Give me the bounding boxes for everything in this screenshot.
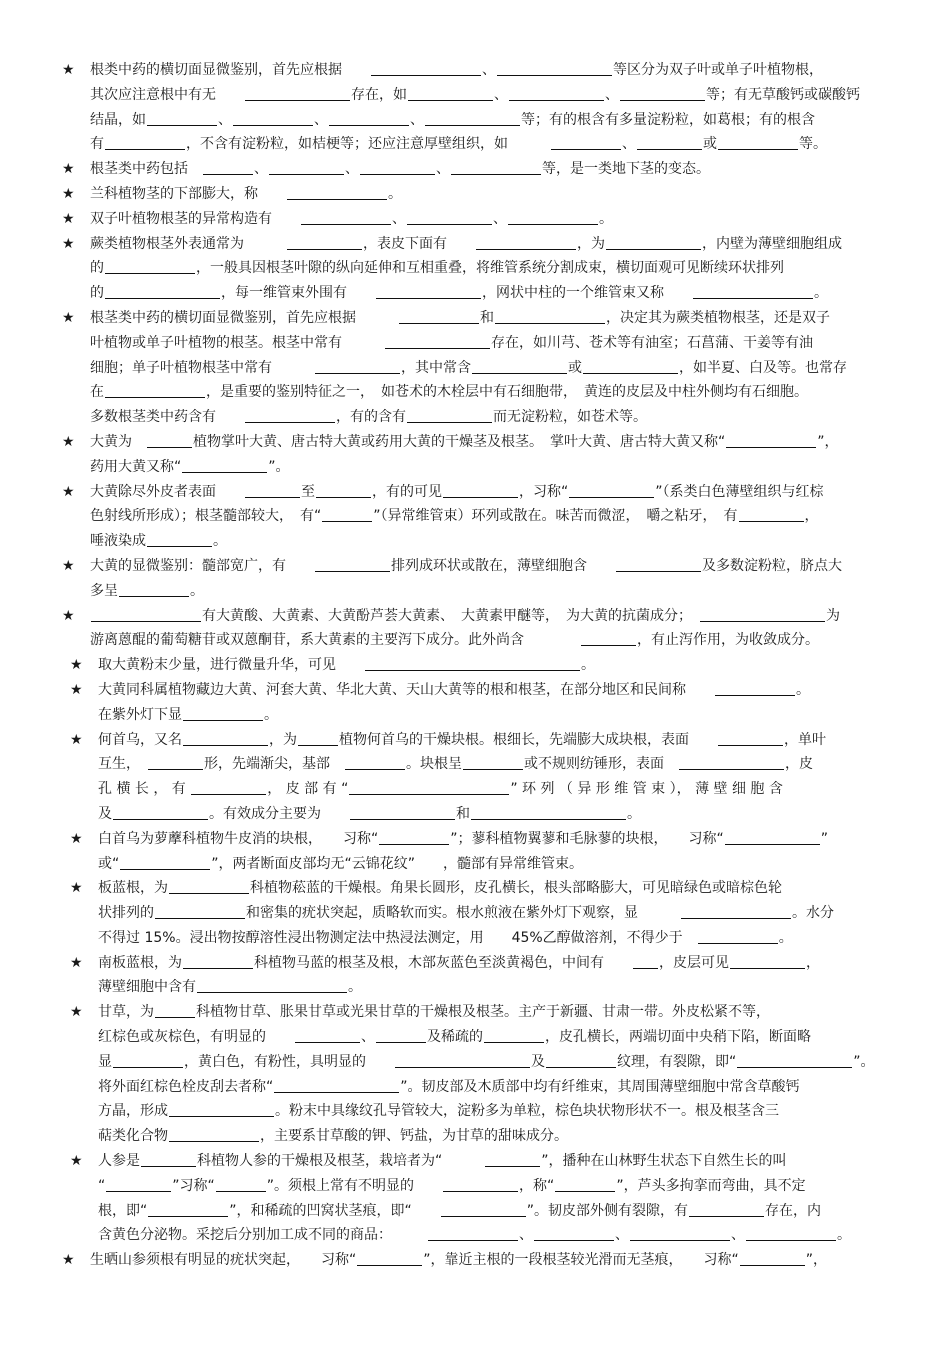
star-bullet-icon: ★ bbox=[62, 235, 75, 252]
answer-blank[interactable] bbox=[203, 159, 253, 175]
question-line: 孔 横 长 ， 有 ， 皮 部 有 “ ” 环 列 （ 异 形 维 管 束 ）， 薄 壁 细 胞 含 bbox=[98, 781, 783, 798]
answer-blank[interactable] bbox=[399, 308, 479, 324]
question-line: 互生， 形，先端渐尖，基部 。块根呈 或不规则纺锤形，表面 ，皮 bbox=[98, 756, 813, 773]
star-bullet-icon: ★ bbox=[62, 210, 75, 227]
answer-blank[interactable] bbox=[509, 85, 604, 101]
answer-blank[interactable] bbox=[105, 258, 195, 274]
question-line: 细胞；单子叶植物根茎中常有 ，其中常含 或 ，如半夏、白及等。也常存 bbox=[90, 359, 847, 376]
star-bullet-icon: ★ bbox=[62, 1252, 75, 1269]
answer-blank[interactable] bbox=[183, 730, 268, 746]
question-item bbox=[62, 604, 894, 654]
question-line: 显 ，黄白色，有粉性，具明显的 及 纹理，有裂隙，即“ ”。 bbox=[98, 1053, 875, 1070]
answer-blank[interactable] bbox=[637, 134, 702, 150]
star-bullet-icon: ★ bbox=[62, 483, 75, 500]
answer-blank[interactable] bbox=[534, 1225, 614, 1241]
star-bullet-icon: ★ bbox=[70, 880, 83, 897]
question-line: 其次应注意根中有无 存在，如 、 、 等；有无草酸钙或碳酸钙 bbox=[90, 86, 860, 103]
question-line: 大黄的显微鉴别：髓部宽广，有 排列成环状或散在，薄壁细胞含 及多数淀粉粒，脐点大 bbox=[90, 557, 842, 574]
answer-blank[interactable] bbox=[274, 1077, 399, 1093]
answer-blank[interactable] bbox=[105, 134, 185, 150]
star-bullet-icon: ★ bbox=[70, 731, 83, 748]
answer-blank[interactable] bbox=[216, 1176, 266, 1192]
answer-blank[interactable] bbox=[349, 779, 509, 795]
answer-blank[interactable] bbox=[315, 556, 390, 572]
answer-blank[interactable] bbox=[715, 680, 795, 696]
answer-blank[interactable] bbox=[451, 159, 541, 175]
question-line: 根茎类中药的横切面显微鉴别，首先应根据 和 ，决定其为蕨类植物根茎，还是双子 bbox=[90, 309, 830, 326]
question-item bbox=[70, 951, 894, 1001]
question-line: 兰科植物茎的下部膨大，称 。 bbox=[90, 185, 402, 202]
answer-blank[interactable] bbox=[700, 606, 825, 622]
answer-blank[interactable] bbox=[583, 358, 678, 374]
question-line: 根，即“ ”，和稀疏的凹窝状茎痕，即“ ”。韧皮部外侧有裂隙，有 存在，内 bbox=[98, 1202, 822, 1219]
answer-blank[interactable] bbox=[407, 407, 492, 423]
question-line: 根类中药的横切面显微鉴别，首先应根据 、 等区分为双子叶或单子叶植物根， bbox=[90, 62, 823, 78]
answer-blank[interactable] bbox=[408, 85, 493, 101]
question-item bbox=[70, 876, 894, 950]
question-item bbox=[62, 182, 894, 207]
answer-blank[interactable] bbox=[169, 1101, 274, 1117]
question-line: 及 。有效成分主要为 和 。 bbox=[98, 805, 641, 822]
answer-blank[interactable] bbox=[197, 977, 347, 993]
answer-blank[interactable] bbox=[183, 705, 263, 721]
answer-blank[interactable] bbox=[169, 878, 249, 894]
answer-blank[interactable] bbox=[155, 1002, 195, 1018]
question-item bbox=[62, 58, 894, 157]
answer-blank[interactable] bbox=[295, 1027, 360, 1043]
answer-blank[interactable] bbox=[630, 1225, 730, 1241]
question-line: 含黄色分泌物。采挖后分别加工成不同的商品： 、 、 、 。 bbox=[98, 1227, 851, 1244]
answer-blank[interactable] bbox=[693, 283, 813, 299]
question-line: 或“ ”，两者断面皮部均无“云锦花纹” ，髓部有异常维管束。 bbox=[98, 855, 584, 872]
question-line: 白首乌为萝藦科植物牛皮消的块根， 习称“ ”；蓼科植物翼蓼和毛脉蓼的块根， 习称“ ” bbox=[98, 830, 829, 847]
answer-blank[interactable] bbox=[471, 804, 626, 820]
answer-blank[interactable] bbox=[739, 506, 804, 522]
question-line: 红棕色或灰棕色，有明显的 、 及稀疏的 ，皮孔横长，两端切面中央稍下陷，断面略 bbox=[98, 1029, 811, 1046]
answer-blank[interactable] bbox=[169, 1126, 259, 1142]
answer-blank[interactable] bbox=[633, 953, 658, 969]
question-line: 药用大黄又称“ ”。 bbox=[90, 458, 290, 475]
answer-blank[interactable] bbox=[113, 1052, 183, 1068]
answer-blank[interactable] bbox=[183, 953, 253, 969]
star-bullet-icon: ★ bbox=[62, 433, 75, 450]
answer-blank[interactable] bbox=[376, 283, 481, 299]
question-line: 的 ，每一维管束外围有 ，网状中柱的一个维管束又称 。 bbox=[90, 285, 828, 302]
answer-blank[interactable] bbox=[569, 482, 654, 498]
answer-blank[interactable] bbox=[740, 1250, 805, 1266]
answer-blank[interactable] bbox=[443, 1176, 518, 1192]
answer-blank[interactable] bbox=[679, 754, 784, 770]
question-line: 大黄为 植物掌叶大黄、唐古特大黄或药用大黄的干燥茎及根茎。 掌叶大黄、唐古特大黄又称“ ”， bbox=[90, 433, 839, 450]
star-bullet-icon: ★ bbox=[62, 309, 75, 326]
answer-blank[interactable] bbox=[350, 804, 455, 820]
answer-blank[interactable] bbox=[245, 482, 300, 498]
star-bullet-icon: ★ bbox=[70, 1004, 83, 1021]
question-line: 甘草，为 科植物甘草、胀果甘草或光果甘草的干燥根及根茎。主产于新疆、甘肃一带。外皮松紧不等， bbox=[98, 1004, 770, 1021]
answer-blank[interactable] bbox=[287, 184, 387, 200]
answer-blank[interactable] bbox=[495, 308, 605, 324]
answer-blank[interactable] bbox=[497, 60, 612, 76]
answer-blank[interactable] bbox=[191, 779, 266, 795]
question-item bbox=[70, 1000, 894, 1149]
answer-blank[interactable] bbox=[730, 953, 805, 969]
question-item bbox=[70, 678, 894, 728]
answer-blank[interactable] bbox=[555, 1176, 615, 1192]
answer-blank[interactable] bbox=[148, 754, 203, 770]
question-line: 双子叶植物根茎的异常构造有 、 、 。 bbox=[90, 210, 613, 227]
answer-blank[interactable] bbox=[141, 1151, 196, 1167]
answer-blank[interactable] bbox=[105, 382, 205, 398]
answer-blank[interactable] bbox=[298, 730, 338, 746]
question-line: 南板蓝根，为 科植物马蓝的根茎及根，木部灰蓝色至淡黄褐色，中间有 ，皮层可见 ， bbox=[98, 954, 820, 971]
star-bullet-icon: ★ bbox=[70, 681, 83, 698]
question-item bbox=[70, 728, 894, 827]
answer-blank[interactable] bbox=[316, 482, 371, 498]
question-item bbox=[62, 232, 894, 306]
question-line: 方晶，形成 。粉末中具缘纹孔导管较大，淀粉多为单粒，棕色块状物形状不一。根及根茎含三 bbox=[98, 1103, 779, 1120]
answer-blank[interactable] bbox=[345, 754, 405, 770]
answer-blank[interactable] bbox=[441, 1201, 526, 1217]
answer-blank[interactable] bbox=[357, 1250, 422, 1266]
answer-blank[interactable] bbox=[245, 85, 350, 101]
answer-blank[interactable] bbox=[606, 234, 701, 250]
question-line: 状排列的 和密集的疣状突起，质略软而实。根水煎液在紫外灯下观察，显 。水分 bbox=[98, 905, 834, 922]
question-line: 结晶，如 、 、 、 等；有的根含有多量淀粉粒，如葛根；有的根含 bbox=[90, 111, 815, 128]
answer-blank[interactable] bbox=[484, 1027, 544, 1043]
star-bullet-icon: ★ bbox=[70, 1153, 83, 1170]
question-line: 人参是 科植物人参的干燥根及根茎，栽培者为“ ”，播种在山林野生状态下自然生长的叫 bbox=[98, 1153, 787, 1170]
answer-blank[interactable] bbox=[698, 928, 778, 944]
question-line: 色射线所形成）；根茎髓部较大， 有“ ”（异常维管束）环列或散在。味苦而微涩， 嚼之粘牙， 有 ， bbox=[90, 508, 819, 525]
star-bullet-icon: ★ bbox=[70, 657, 83, 674]
answer-blank[interactable] bbox=[689, 1201, 764, 1217]
answer-blank[interactable] bbox=[322, 506, 372, 522]
answer-blank[interactable] bbox=[269, 159, 344, 175]
answer-blank[interactable] bbox=[746, 1225, 836, 1241]
question-item bbox=[70, 1149, 894, 1248]
answer-blank[interactable] bbox=[105, 283, 220, 299]
star-bullet-icon: ★ bbox=[62, 185, 75, 202]
question-item bbox=[62, 207, 894, 232]
answer-blank[interactable] bbox=[485, 1151, 540, 1167]
answer-blank[interactable] bbox=[113, 804, 208, 820]
question-line: 取大黄粉末少量，进行微量升华，可见 。 bbox=[98, 657, 595, 674]
answer-blank[interactable] bbox=[546, 1052, 616, 1068]
answer-blank[interactable] bbox=[443, 482, 518, 498]
answer-blank[interactable] bbox=[718, 730, 783, 746]
answer-blank[interactable] bbox=[147, 531, 212, 547]
star-bullet-icon: ★ bbox=[62, 607, 75, 624]
star-bullet-icon: ★ bbox=[62, 557, 75, 574]
question-line: 生晒山参须根有明显的疣状突起， 习称“ ”，靠近主根的一段根茎较光滑而无茎痕， 习称“ ”， bbox=[90, 1252, 828, 1269]
question-item bbox=[62, 554, 894, 604]
question-line: 根茎类中药包括 、 、 、 等，是一类地下茎的变态。 bbox=[90, 161, 710, 178]
question-line: 大黄同科属植物藏边大黄、河套大黄、华北大黄、天山大黄等的根和根茎，在部分地区和民间称 。 bbox=[98, 681, 810, 698]
answer-blank[interactable] bbox=[147, 432, 192, 448]
answer-blank[interactable] bbox=[155, 903, 245, 919]
question-line: 蕨类植物根茎外表通常为 ，表皮下面有 ，为 ，内壁为薄壁细胞组成 bbox=[90, 235, 842, 252]
question-item bbox=[62, 306, 894, 430]
star-bullet-icon: ★ bbox=[62, 161, 75, 178]
question-item bbox=[62, 430, 894, 480]
answer-blank[interactable] bbox=[119, 581, 189, 597]
question-line: 在 ，是重要的鉴别特征之一， 如苍术的木栓层中有石细胞带， 黄连的皮层及中柱外侧均有石细胞。 bbox=[90, 384, 808, 401]
answer-blank[interactable] bbox=[581, 630, 636, 646]
answer-blank[interactable] bbox=[616, 556, 701, 572]
answer-blank[interactable] bbox=[508, 209, 598, 225]
answer-blank[interactable] bbox=[245, 407, 335, 423]
answer-blank[interactable] bbox=[737, 1052, 852, 1068]
answer-blank[interactable] bbox=[407, 209, 492, 225]
question-line: 大黄除尽外皮者表面 至 ，有的可见 ，习称“ ”（系类白色薄壁组织与红棕 bbox=[90, 483, 824, 500]
question-line: 萜类化合物 ，主要系甘草酸的钾、钙盐，为甘草的甜味成分。 bbox=[98, 1128, 568, 1145]
question-line: 有 ，不含有淀粉粒，如桔梗等；还应注意厚壁组织，如 、 或 等。 bbox=[90, 136, 827, 153]
question-line: 有大黄酸、大黄素、大黄酚芦荟大黄素、 大黄素甲醚等， 为大黄的抗菌成分； 为 bbox=[90, 604, 894, 629]
answer-blank[interactable] bbox=[472, 358, 567, 374]
answer-blank[interactable] bbox=[91, 606, 201, 622]
answer-blank[interactable] bbox=[147, 110, 217, 126]
answer-blank[interactable] bbox=[463, 754, 523, 770]
answer-blank[interactable] bbox=[106, 1176, 171, 1192]
answer-blank[interactable] bbox=[120, 854, 210, 870]
question-line: 薄壁细胞中含有 。 bbox=[98, 979, 362, 996]
star-bullet-icon: ★ bbox=[62, 62, 75, 78]
question-line: 唾液染成 。 bbox=[90, 533, 227, 550]
question-line: 多呈 。 bbox=[90, 582, 204, 599]
question-line: 不得过 15%。浸出物按醇溶性浸出物测定法中热浸法测定，用 45%乙醇做溶剂，不得少于 。 bbox=[98, 929, 793, 946]
answer-blank[interactable] bbox=[315, 358, 400, 374]
answer-blank[interactable] bbox=[681, 903, 791, 919]
answer-blank[interactable] bbox=[233, 110, 313, 126]
question-item bbox=[70, 653, 894, 678]
answer-blank[interactable] bbox=[395, 1052, 530, 1068]
answer-blank[interactable] bbox=[148, 1201, 228, 1217]
document-body bbox=[62, 58, 894, 1273]
answer-blank[interactable] bbox=[376, 1027, 426, 1043]
question-item bbox=[70, 827, 894, 877]
question-item bbox=[62, 157, 894, 182]
question-line: 在紫外灯下显 。 bbox=[98, 706, 278, 723]
answer-blank[interactable] bbox=[379, 829, 449, 845]
answer-blank[interactable] bbox=[620, 85, 705, 101]
star-bullet-icon: ★ bbox=[70, 830, 83, 847]
answer-blank[interactable] bbox=[182, 457, 267, 473]
answer-blank[interactable] bbox=[476, 234, 576, 250]
answer-blank[interactable] bbox=[718, 134, 798, 150]
answer-blank[interactable] bbox=[726, 432, 816, 448]
answer-blank[interactable] bbox=[428, 1225, 518, 1241]
answer-blank[interactable] bbox=[385, 333, 490, 349]
answer-blank[interactable] bbox=[301, 209, 391, 225]
question-line: 板蓝根，为 科植物菘蓝的干燥根。角果长圆形，皮孔横长，根头部略膨大，可见暗绿色或暗棕色轮 bbox=[98, 880, 782, 897]
answer-blank[interactable] bbox=[287, 234, 362, 250]
question-line: 的 ，一般具因根茎叶隙的纵向延伸和互相重叠，将维管系统分割成束，横切面观可见断续环状排列 bbox=[90, 260, 784, 277]
question-line: “ ”习称“ ”。须根上常有不明显的 ，称“ ”，芦头多拘挛而弯曲，具不定 bbox=[98, 1177, 806, 1194]
question-item bbox=[62, 480, 894, 554]
question-line: 何首乌，又名 ，为 植物何首乌的干燥块根。根细长，先端膨大成块根，表面 ，单叶 bbox=[98, 731, 826, 748]
answer-blank[interactable] bbox=[551, 134, 621, 150]
question-line: 叶植物或单子叶植物的根茎。根茎中常有 存在，如川芎、苍术等有油室；石菖蒲、干姜等有油 bbox=[90, 334, 813, 351]
answer-blank[interactable] bbox=[371, 60, 481, 76]
question-item bbox=[62, 1248, 894, 1273]
answer-blank[interactable] bbox=[365, 655, 580, 671]
answer-blank[interactable] bbox=[425, 110, 520, 126]
star-bullet-icon: ★ bbox=[70, 954, 83, 971]
question-line: 游离蒽醌的葡萄糖苷或双蒽酮苷，系大黄素的主要泻下成分。此外尚含 ，有止泻作用，为收敛成分。 bbox=[90, 632, 819, 649]
answer-blank[interactable] bbox=[360, 159, 435, 175]
answer-blank[interactable] bbox=[329, 110, 409, 126]
question-line: 将外面红棕色栓皮刮去者称“ ”。韧皮部及木质部中均有纤维束，其周围薄壁细胞中常含草酸钙 bbox=[98, 1078, 800, 1095]
answer-blank[interactable] bbox=[725, 829, 820, 845]
question-line: 多数根茎类中药含有 ，有的含有 而无淀粉粒，如苍术等。 bbox=[90, 409, 647, 426]
